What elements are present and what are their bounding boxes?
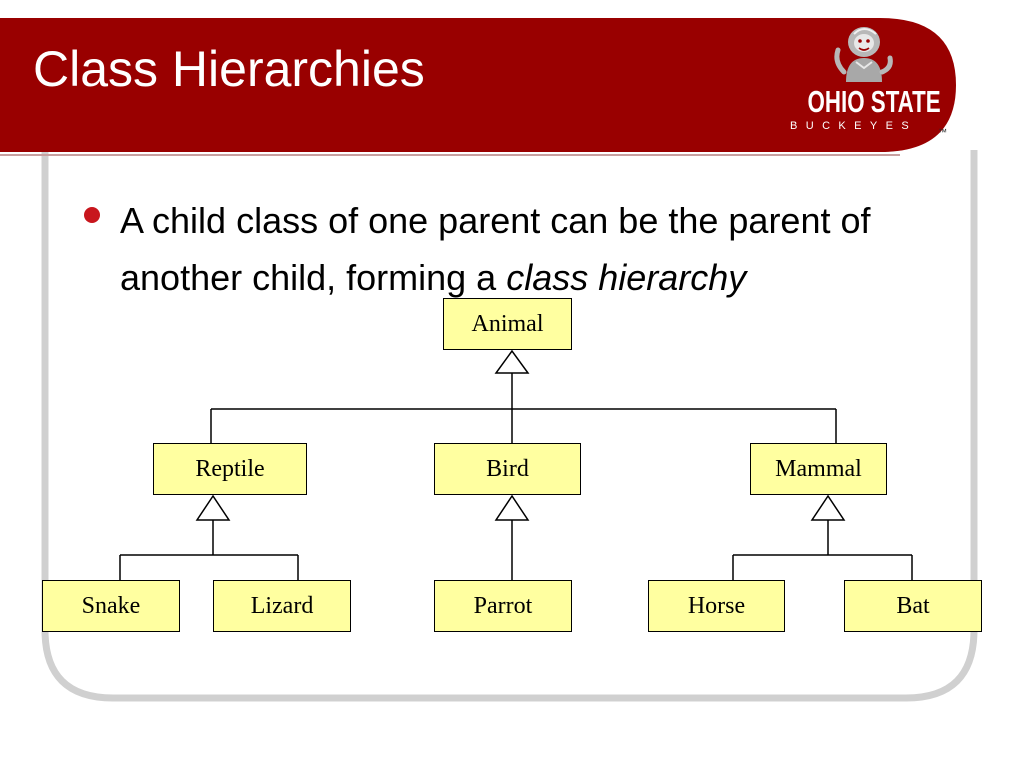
generalization-arrow-reptile xyxy=(197,496,229,520)
class-node-bird: Bird xyxy=(434,443,581,495)
bullet-marker xyxy=(84,207,100,223)
trademark-symbol: ™ xyxy=(938,127,947,137)
class-node-animal: Animal xyxy=(443,298,572,350)
ohio-state-logo xyxy=(786,22,952,138)
bullet-item xyxy=(80,192,900,306)
class-node-bat: Bat xyxy=(844,580,982,632)
slide-title: Class Hierarchies xyxy=(33,41,425,97)
bullet-text-emphasis: class hierarchy xyxy=(506,257,747,298)
bullet-text-main: A child class of one parent can be the parent of another child, forming a xyxy=(120,200,871,298)
generalization-arrow-animal xyxy=(496,351,528,373)
brutus-buckeye-mascot-icon xyxy=(832,22,894,88)
class-node-parrot: Parrot xyxy=(434,580,572,632)
class-node-snake: Snake xyxy=(42,580,180,632)
class-node-mammal: Mammal xyxy=(750,443,887,495)
bullet-text xyxy=(120,192,900,306)
class-node-reptile: Reptile xyxy=(153,443,307,495)
logo-wordmark: OHIO STATE xyxy=(807,84,941,119)
class-node-horse: Horse xyxy=(648,580,785,632)
class-node-lizard: Lizard xyxy=(213,580,351,632)
generalization-arrow-mammal xyxy=(812,496,844,520)
generalization-arrow-bird xyxy=(496,496,528,520)
logo-subtitle: BUCKEYES xyxy=(790,120,918,132)
